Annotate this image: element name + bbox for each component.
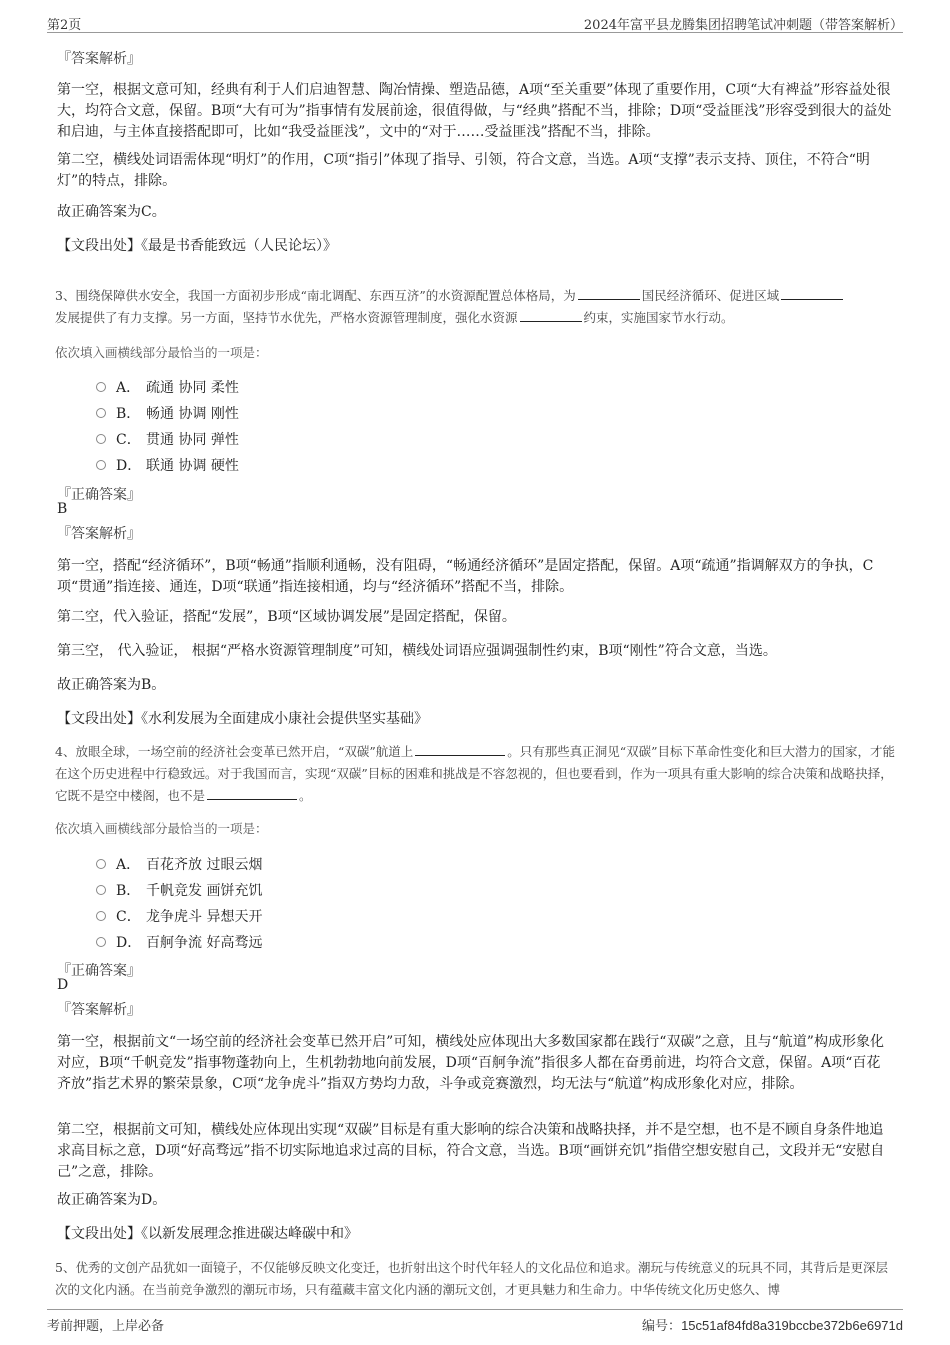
q2-analysis-p2: 第二空，横线处词语需体现“明灯”的作用，C项“指引”体现了指导、引领，符合文意，当选。A项“支撑”表示支持、顶住，不符合“明灯”的特点，排除。 <box>57 152 870 189</box>
q3-instruction: 依次填入画横线部分最恰当的一项是： <box>55 345 268 360</box>
analysis-label: 『答案解析』 <box>57 51 141 67</box>
blank-line <box>520 309 582 322</box>
q4-conclusion: 故正确答案为D。 <box>57 1192 167 1208</box>
q2-source: 【文段出处】《最是书香能致远（人民论坛）》 <box>57 238 337 254</box>
page-number: 第2页 <box>47 18 82 33</box>
correct-label: 『正确答案』 <box>57 487 141 503</box>
blank-line <box>415 743 505 756</box>
q3-analysis-p2: 第二空，代入验证，搭配“发展”，B项“区域协调发展”是固定搭配，保留。 <box>57 609 516 625</box>
q4-option-b[interactable]: B． 千帆竞发 画饼充饥 <box>96 880 262 898</box>
q3-analysis-p3: 第三空， 代入验证， 根据“严格水资源管理制度”可知，横线处词语应强调强制性约束，B项“刚性”符合文意，当选。 <box>57 643 777 659</box>
q3-answer: B <box>57 501 68 517</box>
q4-option-a[interactable]: A． 百花齐放 过眼云烟 <box>96 854 262 872</box>
q4-stem: 4、放眼全球，一场空前的经济社会变革已然开启，“双碳”航道上 。只有那些真正洞见“双碳”目标下革命性变化和巨大潜力的国家，才能在这个历史进程中行稳致远。对于我国而言，实现“双碳”目标的困难和挑战是不容忽视的，但也要看到，作为一项具有重大影响的综合决策和战略抉择，它既不是空中楼阁，也不是 。 <box>55 744 896 803</box>
q3-stem: 3、围绕保障供水安全，我国一方面初步形成“南北调配、东西互济”的水资源配置总体格局，为 国民经济循环、促进区域 发展提供了有力支撑。另一方面，坚持节水优先，严格水资源管理制度，强化水资源 约束，实施国家节水行动。 <box>55 285 897 329</box>
page-footer <box>47 1309 903 1334</box>
document-title: 2024年富平县龙腾集团招聘笔试冲刺题（带答案解析） <box>583 18 903 33</box>
document-code: 编号：15c51af84fd8a319bccbe372b6e6971d <box>642 1318 903 1334</box>
q3-source: 【文段出处】《水利发展为全面建成小康社会提供坚实基础》 <box>57 711 428 727</box>
q4-instruction: 依次填入画横线部分最恰当的一项是： <box>55 821 268 836</box>
q3-conclusion: 故正确答案为B。 <box>57 677 166 693</box>
radio-icon[interactable] <box>96 937 106 947</box>
q4-option-c[interactable]: C． 龙争虎斗 异想天开 <box>96 906 262 924</box>
radio-icon[interactable] <box>96 885 106 895</box>
q3-option-d[interactable]: D． 联通 协调 硬性 <box>96 455 239 473</box>
q4-analysis-p2: 第二空，根据前文可知，横线处应体现出实现“双碳”目标是有重大影响的综合决策和战略抉择，并不是空想，也不是不顾自身条件地追求高目标之意，D项“好高骛远”指不切实际地追求过高的目标，符合文意，当选。B项“画饼充饥”指借空想安慰自己，文段并无“安慰自己”之意，排除。 <box>57 1122 885 1180</box>
analysis-label: 『答案解析』 <box>57 1002 141 1018</box>
q3-analysis-p1: 第一空，搭配“经济循环”，B项“畅通”指顺利通畅，没有阻碍，“畅通经济循环”是固定搭配，保留。A项“疏通”指调解双方的争执，C项“贯通”指连接、通连，D项“联通”指连接相通，均与“经济循环”搭配不当，排除。 <box>57 558 874 595</box>
q2-analysis-p1: 第一空，根据文意可知，经典有利于人们启迪智慧、陶冶情操、塑造品德，A项“至关重要”体现了重要作用，C项“大有裨益”形容益处很大，均符合文意，保留。B项“大有可为”指事情有发展前途，很值得做，与“经典”搭配不当，排除；D项“受益匪浅”形容受到很大的益处和启迪，与主体直接搭配即可，比如“我受益匪浅”，文中的“对于……受益匪浅”搭配不当，排除。 <box>57 82 892 140</box>
q3-option-b[interactable]: B． 畅通 协调 刚性 <box>96 403 239 421</box>
blank-line <box>207 787 297 800</box>
analysis-label: 『答案解析』 <box>57 526 141 542</box>
blank-line <box>781 287 843 300</box>
radio-icon[interactable] <box>96 460 106 470</box>
radio-icon[interactable] <box>96 911 106 921</box>
q4-answer: D <box>57 977 69 993</box>
footer-slogan: 考前押题，上岸必备 <box>47 1319 165 1334</box>
q4-option-d[interactable]: D． 百舸争流 好高骛远 <box>96 932 262 950</box>
correct-label: 『正确答案』 <box>57 963 141 979</box>
q4-source: 【文段出处】《以新发展理念推进碳达峰碳中和》 <box>57 1226 358 1242</box>
radio-icon[interactable] <box>96 382 106 392</box>
q4-analysis-p1: 第一空，根据前文“一场空前的经济社会变革已然开启”可知，横线处应体现出大多数国家都在践行“双碳”之意，且与“航道”构成形象化对应，B项“千帆竞发”指事物蓬勃向上，生机勃勃地向前发展，D项“百舸争流”指很多人都在奋勇前进，均符合文意，保留。A项“百花齐放”指艺术界的繁荣景象，C项“龙争虎斗”指双方势均力敌，斗争或竞赛激烈，均无法与“航道”构成形象化对应，排除。 <box>57 1034 884 1092</box>
radio-icon[interactable] <box>96 408 106 418</box>
q3-option-a[interactable]: A． 疏通 协同 柔性 <box>96 377 239 395</box>
radio-icon[interactable] <box>96 859 106 869</box>
q5-stem: 5、优秀的文创产品犹如一面镜子，不仅能够反映文化变迁，也折射出这个时代年轻人的文化品位和追求。潮玩与传统意义的玩具不同，其背后是更深层次的文化内涵。在当前竞争激烈的潮玩市场，只有蕴藏丰富文化内涵的潮玩文创，才更具魅力和生命力。中华传统文化历史悠久、博 <box>55 1260 888 1297</box>
q2-conclusion: 故正确答案为C。 <box>57 204 166 220</box>
page-header <box>47 12 903 33</box>
q3-option-c[interactable]: C． 贯通 协同 弹性 <box>96 429 239 447</box>
blank-line <box>578 287 640 300</box>
radio-icon[interactable] <box>96 434 106 444</box>
